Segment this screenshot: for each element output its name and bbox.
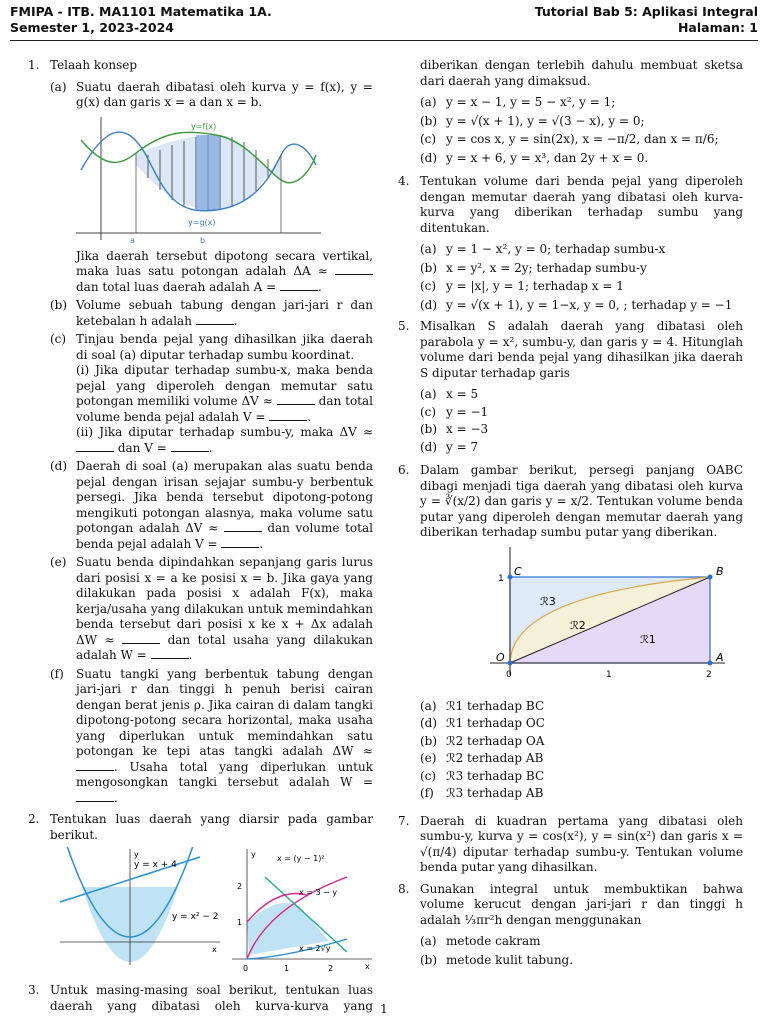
tick: 0: [242, 964, 248, 973]
tick: 1: [606, 669, 612, 680]
label-a: a: [130, 235, 135, 245]
q5-a: (a) x = 5: [420, 387, 479, 401]
course-title: FMIPA - ITB. MA1101 Matematika 1A.: [10, 4, 272, 19]
q1-d: (d) Daerah di soal (a) merupakan alas suatu benda pejal dengan irisan sejajar sumbu-y berbentuk persegi. Jika benda tersebut dipotong-potong mengikuti potongan alasnya, maka volume satu potongan adalah ΔV ≈ dan volume total benda pejal adalah V = .: [50, 459, 373, 551]
question-text: Dalam gambar berikut, persegi panjang OABC dibagi menjadi tiga daerah yang dibatasi oleh kurva y = ∛(x/2) dan garis y = x/2. Tentukan volume benda putar yang diperoleh dengan memutar daerah yang diberikan terhadap sumbu putar yang diberikan.: [420, 463, 743, 539]
page-label: Halaman: 1: [677, 20, 758, 35]
answer-blank[interactable]: [280, 280, 318, 291]
q4-d: (d) y = √(x + 1), y = 1−x, y = 0, ; terhadap y = −1: [420, 297, 733, 312]
question-number: 8.: [398, 881, 410, 896]
answer-blank[interactable]: [76, 760, 114, 771]
parabola-label: y = x² − 2: [172, 912, 219, 922]
question-number: 1.: [28, 58, 40, 72]
part-text: Volume sebuah tabung dengan jari-jari r dan ketebalan h adalah: [76, 298, 373, 328]
tick: 2: [327, 964, 333, 973]
q4-a: (a) y = 1 − x², y = 0; terhadap sumbu-x: [420, 242, 666, 256]
q3-c: (c) y = cos x, y = sin(2x), x = −π/2, dan x = π/6;: [420, 132, 719, 146]
q3-a: (a) y = x − 1, y = 5 − x², y = 1;: [420, 95, 616, 109]
q6-e: (e) ℛ2 terhadap AB: [420, 751, 544, 765]
part-text: (ii) Jika diputar terhadap sumbu-y, maka ΔV ≈: [76, 425, 373, 439]
highlighted-slice: [196, 135, 220, 210]
curve-label: x = 2√y: [298, 944, 331, 953]
q1-b: (b) Volume sebuah tabung dengan jari-jari r dan ketebalan h adalah .: [50, 298, 373, 328]
part-label: (c): [50, 332, 67, 346]
question-8: [398, 882, 743, 969]
question-7: [398, 814, 743, 876]
part-text: Daerah di soal (a) merupakan alas suatu benda pejal dengan irisan sejajar sumbu-y berbentuk persegi. Jika benda tersebut dipotong-potong mengikuti potongan alasnya, maka volume satu potongan adalah ΔV ≈: [76, 459, 373, 535]
q3-b: (b) y = √(x + 1), y = √(3 − x), y = 0;: [420, 113, 645, 128]
answer-blank[interactable]: [151, 648, 189, 659]
label-R3: ℛ3: [540, 594, 556, 608]
tick: 0: [506, 669, 512, 680]
q3-items: [420, 95, 743, 166]
question-text-continued: diberikan dengan terlebih dahulu membuat sketsa dari daerah yang dimaksud.: [420, 58, 743, 88]
label-B: B: [716, 564, 724, 578]
question-6: [398, 463, 743, 804]
answer-blank[interactable]: [224, 521, 262, 532]
graph-line-parabola: [50, 847, 221, 967]
curve-label: x = 3 − y: [298, 888, 337, 897]
q6-b: (b) ℛ2 terhadap OA: [420, 733, 545, 748]
part-text: . Usaha total yang diperlukan untuk mengosongkan tangki tersebut adalah W =: [76, 759, 373, 789]
part-label: (a): [50, 79, 67, 94]
q6-a: (a) ℛ1 terhadap BC: [420, 698, 545, 713]
y-axis-label: y: [250, 850, 256, 859]
q1-e: (e) Suatu benda dipindahkan sepanjang garis lurus dari posisi x = a ke posisi x = b. Jika gaya yang dilakukan pada posisi x adalah F(x), maka kerja/usaha yang dilakukan untuk memindahkan benda tersebut dari posisi x ke x + Δx adalah ΔW ≈ dan total usaha yang dilakukan adalah W = .: [50, 555, 373, 662]
question-text: Untuk masing-masing soal berikut, tentukan luas daerah yang dibatasi oleh kurva-kurva yang: [50, 983, 373, 1013]
graph-three-curves: [227, 847, 373, 977]
q6-c: (c) ℛ3 terhadap BC: [420, 768, 545, 783]
x-axis-label: x: [212, 945, 217, 954]
label-C: C: [514, 564, 522, 578]
answer-blank[interactable]: [269, 410, 307, 421]
part-text: (i) Jika diputar terhadap sumbu-x, maka benda pejal yang diperoleh dengan memutar satu potongan memiliki volume ΔV ≈: [76, 363, 373, 408]
question-4: [398, 174, 743, 313]
question-2: [28, 812, 373, 977]
part-label: (f): [50, 666, 64, 681]
question-text: Tentukan volume dari benda pejal yang diperoleh dengan memutar daerah yang dibatasi oleh kurva-kurva yang diberikan terhadap sumbu yang ditentukan.: [420, 174, 743, 235]
question-number: 7.: [398, 813, 410, 828]
answer-blank[interactable]: [122, 633, 160, 644]
part-text: Suatu daerah dibatasi oleh kurva y = f(x), y = g(x) dan garis x = a dan x = b.: [76, 79, 373, 109]
label-O: O: [496, 650, 505, 664]
label-b: b: [200, 235, 206, 245]
q1-a: (a) Suatu daerah dibatasi oleh kurva y = f(x), y = g(x) dan garis x = a dan x = b. y=f(x) y=g(x) a b Jika daerah tersebut dipotong secara vertikal, maka luas satu potongan adalah ΔA ≈ dan total luas daerah adalah A = .: [50, 79, 373, 294]
header-rule: [10, 40, 758, 41]
answer-blank[interactable]: [277, 394, 315, 405]
q6-d: (d) ℛ1 terhadap OC: [420, 716, 545, 730]
question-number: 6.: [398, 463, 410, 477]
part-text: dan total luas daerah adalah A =: [76, 279, 277, 294]
tick: 1: [283, 964, 289, 973]
part-text: Tinjau benda pejal yang dihasilkan jika daerah di soal (a) diputar terhadap sumbu koordinat.: [76, 332, 373, 362]
question-number: 5.: [398, 319, 410, 333]
question-text: Tentukan luas daerah yang diarsir pada gambar berikut.: [50, 812, 373, 842]
part-label: (e): [50, 555, 67, 569]
answer-blank[interactable]: [335, 264, 373, 275]
semester: Semester 1, 2023-2024: [10, 20, 174, 35]
curve-label: x = (y − 1)²: [276, 854, 325, 863]
part-text: dan total volume benda pejal adalah V =: [76, 394, 373, 424]
label-R1: ℛ1: [640, 632, 656, 646]
part-label: (d): [50, 459, 68, 473]
q4-b: (b) x = y², x = 2y; terhadap sumbu-y: [420, 260, 647, 275]
x-axis-label: x: [364, 962, 370, 971]
q5-b: (b) x = −3: [420, 422, 489, 436]
q6-f: (f) ℛ3 terhadap AB: [420, 786, 544, 800]
question-text: Daerah di kuadran pertama yang dibatasi oleh sumbu-y, kurva y = cos(x²), y = sin(x²) dan garis x = √(π/4) diputar terhadap sumbu-y. Tentukan volume benda putar yang dihasilkan.: [420, 813, 743, 874]
question-number: 4.: [398, 174, 410, 188]
rectangle-oabc-figure: [440, 545, 730, 695]
answer-blank[interactable]: [76, 441, 114, 452]
q8-a: (a) metode cakram: [420, 934, 541, 948]
left-column: [28, 58, 373, 1020]
q1-c: (c) Tinjau benda pejal yang dihasilkan jika daerah di soal (a) diputar terhadap sumbu koordinat. (i) Jika diputar terhadap sumbu-x, maka benda pejal yang diperoleh dengan memutar satu potongan memiliki volume ΔV ≈ dan total volume benda pejal adalah V = . (ii) Jika diputar terhadap sumbu-y, maka ΔV ≈ dan V = .: [50, 332, 373, 455]
tutorial-title: Tutorial Bab 5: Aplikasi Integral: [534, 4, 758, 19]
question-title: Telaah konsep: [50, 58, 138, 72]
answer-blank[interactable]: [76, 791, 114, 802]
part-label: (b): [50, 298, 68, 312]
tick: 2: [236, 882, 242, 891]
question-text: Gunakan integral untuk membuktikan bahwa volume kerucut dengan jari-jari r dan tinggi h adalah ⅓πr²h dengan menggunakan: [420, 881, 743, 927]
question-number: 3.: [28, 983, 40, 997]
label-A: A: [716, 650, 724, 664]
y-axis-label: y: [134, 850, 139, 859]
part-text: dan V =: [117, 440, 167, 455]
q5-c: (c) y = −1: [420, 404, 489, 419]
part-text: dan volume total benda pejal adalah V =: [76, 521, 373, 551]
question-text: Misalkan S adalah daerah yang dibatasi oleh parabola y = x², sumbu-y, dan garis y = 4. Hitunglah volume dari benda pejal yang dihasilkan jika daerah S diputar terhadap garis: [420, 319, 743, 380]
tick: 1: [498, 573, 504, 584]
answer-blank[interactable]: [196, 314, 234, 325]
question-3-cont: [398, 58, 743, 166]
tick: 1: [236, 918, 242, 927]
tick: 2: [706, 669, 712, 680]
answer-blank[interactable]: [171, 441, 209, 452]
question-number: 2.: [28, 812, 40, 826]
label-g: y=g(x): [188, 217, 216, 227]
part-text: dan total usaha yang dilakukan adalah W =: [76, 632, 373, 662]
answer-blank[interactable]: [221, 537, 259, 548]
question-1: [28, 58, 373, 806]
part-text: Suatu benda dipindahkan sepanjang garis lurus dari posisi x = a ke posisi x = b. Jika gaya yang dilakukan pada posisi x adalah F(x), maka kerja/usaha yang dilakukan untuk memindahkan benda tersebut dari posisi x ke x + Δx adalah ΔW ≈: [76, 555, 373, 647]
q1-f: (f) Suatu tangki yang berbentuk tabung dengan jari-jari r dan tinggi h penuh berisi cairan dengan berat jenis ρ. Jika cairan di dalam tangki dipotong-potong secara horizontal, maka usaha yang diperlukan untuk memindahkan satu potongan ke tepi atas tangki adalah ΔW ≈ . Usaha total yang diperlukan untuk mengosongkan tangki tersebut adalah W = .: [50, 666, 373, 805]
area-between-curves-figure: [76, 115, 321, 245]
label-f: y=f(x): [191, 121, 217, 131]
q3-d: (d) y = x + 6, y = x³, dan 2y + x = 0.: [420, 150, 649, 165]
part-text: Jika daerah tersebut dipotong secara vertikal, maka luas satu potongan adalah ΔA ≈: [76, 248, 373, 278]
q8-b: (b) metode kulit tabung.: [420, 952, 574, 967]
q5-d: (d) y = 7: [420, 439, 479, 454]
right-column: [398, 58, 743, 974]
label-R2: ℛ2: [570, 618, 586, 632]
q4-c: (c) y = |x|, y = 1; terhadap x = 1: [420, 279, 624, 293]
question-5: [398, 319, 743, 457]
line-label: y = x + 4: [134, 860, 177, 870]
page-number: 1: [380, 1002, 388, 1016]
part-text: Suatu tangki yang berbentuk tabung dengan jari-jari r dan tinggi h penuh berisi cairan dengan berat jenis ρ. Jika cairan di dalam tangki dipotong-potong secara horizontal, maka usaha yang diperlukan untuk memindahkan satu potongan ke tepi atas tangki adalah ΔW ≈: [76, 666, 373, 758]
